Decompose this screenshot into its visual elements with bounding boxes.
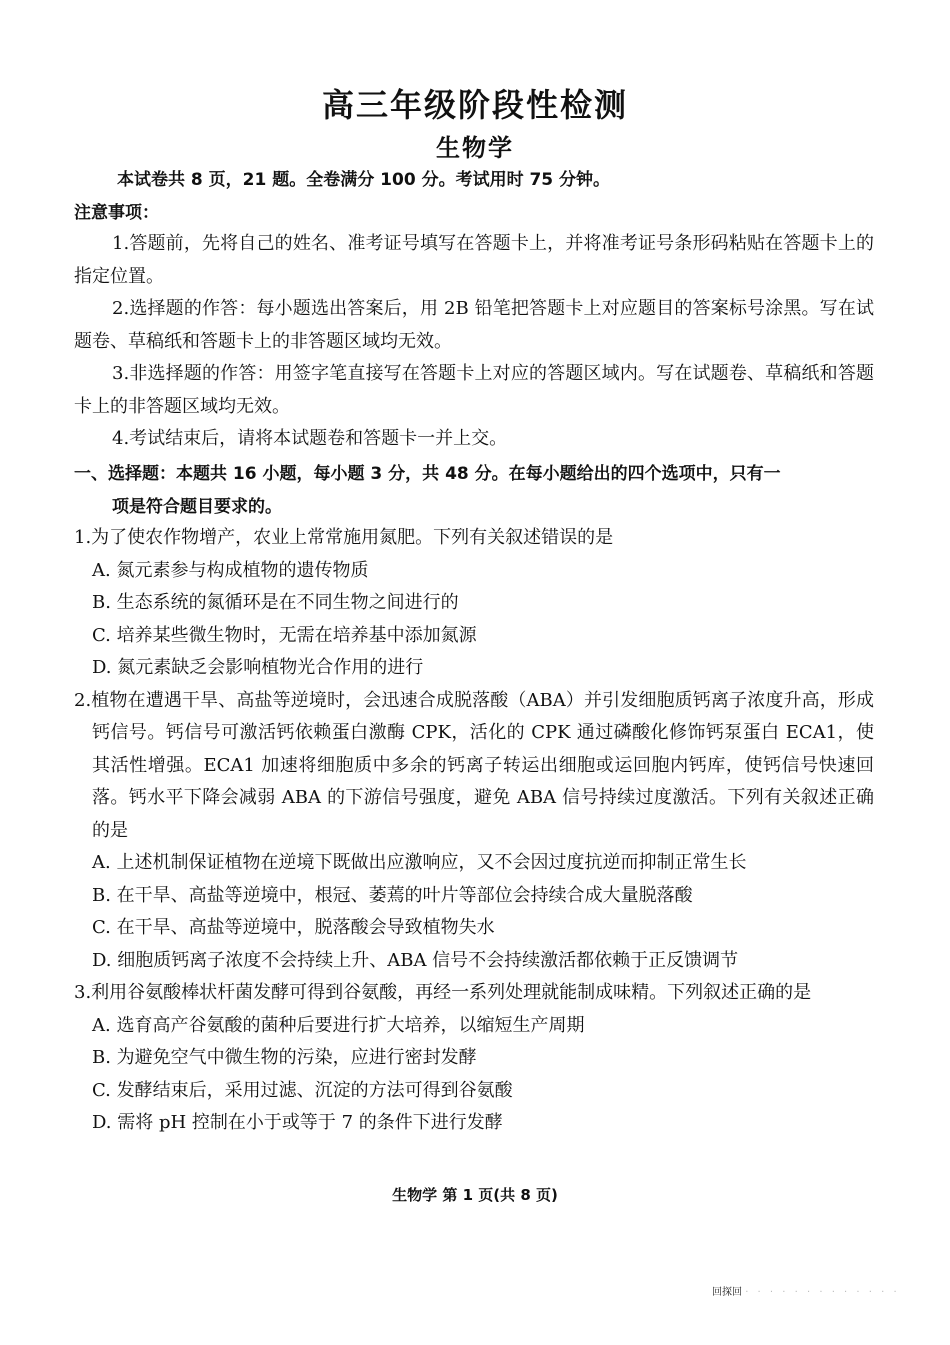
option-a: A. 上述机制保证植物在逆境下既做出应激响应，又不会因过度抗逆而抑制正常生长 xyxy=(92,852,747,873)
scan-watermark-text: 回探回 xyxy=(712,1287,742,1298)
question-3 xyxy=(74,977,874,1140)
option-d: D. 细胞质钙离子浓度不会持续上升、ABA 信号不会持续激活都依赖于正反馈调节 xyxy=(92,949,739,971)
option-a: A. 氮元素参与构成植物的遗传物质 xyxy=(92,559,369,581)
scan-watermark xyxy=(712,1283,900,1298)
notice-item: 2.选择题的作答：每小题选出答案后，用 2B 铅笔把答题卡上对应题目的答案标号涂黑。写在试题卷、草稿纸和答题卡上的非答题区域均无效。 xyxy=(74,298,874,352)
section-heading-line: 项是符合题目要求的。 xyxy=(112,496,282,517)
page-footer: 生物学 第 1 页(共 8 页) xyxy=(392,1186,558,1204)
option-c: C. 培养某些微生物时，无需在培养基中添加氮源 xyxy=(92,624,477,646)
subject-title: 生物学 xyxy=(436,134,514,162)
question-stem: 3.利用谷氨酸棒状杆菌发酵可得到谷氨酸，再经一系列处理就能制成味精。下列叙述正确的是 xyxy=(74,982,812,1003)
question-list xyxy=(74,522,874,1140)
notice-list xyxy=(74,228,874,456)
option-b: B. 为避免空气中微生物的污染，应进行密封发酵 xyxy=(92,1047,477,1068)
exam-title: 高三年级阶段性检测 xyxy=(321,86,628,124)
option-d: D. 氮元素缺乏会影响植物光合作用的进行 xyxy=(92,657,424,678)
option-a: A. 选育高产谷氨酸的菌种后要进行扩大培养，以缩短生产周期 xyxy=(92,1014,585,1036)
notice-item: 1.答题前，先将自己的姓名、准考证号填写在答题卡上，并将准考证号条形码粘贴在答题卡上的指定位置。 xyxy=(74,233,874,287)
option-c: C. 发酵结束后，采用过滤、沉淀的方法可得到谷氨酸 xyxy=(92,1079,513,1101)
scan-watermark-dots: · · · · · · · · · · · · · xyxy=(745,1287,900,1298)
section-heading xyxy=(74,458,874,523)
question-stem: 2.植物在遭遇干旱、高盐等逆境时，会迅速合成脱落酸（ABA）并引发细胞质钙离子浓度升高，形成钙信号。钙信号可激活钙依赖蛋白激酶 CPK，活化的 CPK 通过磷酸化修饰钙泵蛋白 ECA1，使其活性增强。ECA1 加速将细胞质中多余的钙离子转运出细胞或运回胞内钙库，使钙信号快速回落。钙水平下降会减弱 ABA 的下游信号强度，避免 ABA 信号持续过度激活。下列有关叙述正确的是 xyxy=(74,689,874,841)
option-b: B. 生态系统的氮循环是在不同生物之间进行的 xyxy=(92,592,459,613)
exam-summary: 本试卷共 8 页，21 题。全卷满分 100 分。考试用时 75 分钟。 xyxy=(117,170,611,190)
question-1 xyxy=(74,522,874,685)
section-heading-line: 一、选择题：本题共 16 小题，每小题 3 分，共 48 分。在每小题给出的四个选项中，只有一 xyxy=(74,464,781,484)
question-stem: 1.为了使农作物增产，农业上常常施用氮肥。下列有关叙述错误的是 xyxy=(74,527,614,548)
option-c: C. 在干旱、高盐等逆境中，脱落酸会导致植物失水 xyxy=(92,917,495,938)
question-2 xyxy=(74,685,874,978)
option-b: B. 在干旱、高盐等逆境中，根冠、萎蔫的叶片等部位会持续合成大量脱落酸 xyxy=(92,884,693,906)
notice-heading: 注意事项： xyxy=(74,203,159,223)
notice-item: 3.非选择题的作答：用签字笔直接写在答题卡上对应的答题区域内。写在试题卷、草稿纸和答题卡上的非答题区域均无效。 xyxy=(74,363,874,417)
option-d: D. 需将 pH 控制在小于或等于 7 的条件下进行发酵 xyxy=(92,1112,503,1133)
notice-item: 4.考试结束后，请将本试题卷和答题卡一并上交。 xyxy=(112,428,508,449)
